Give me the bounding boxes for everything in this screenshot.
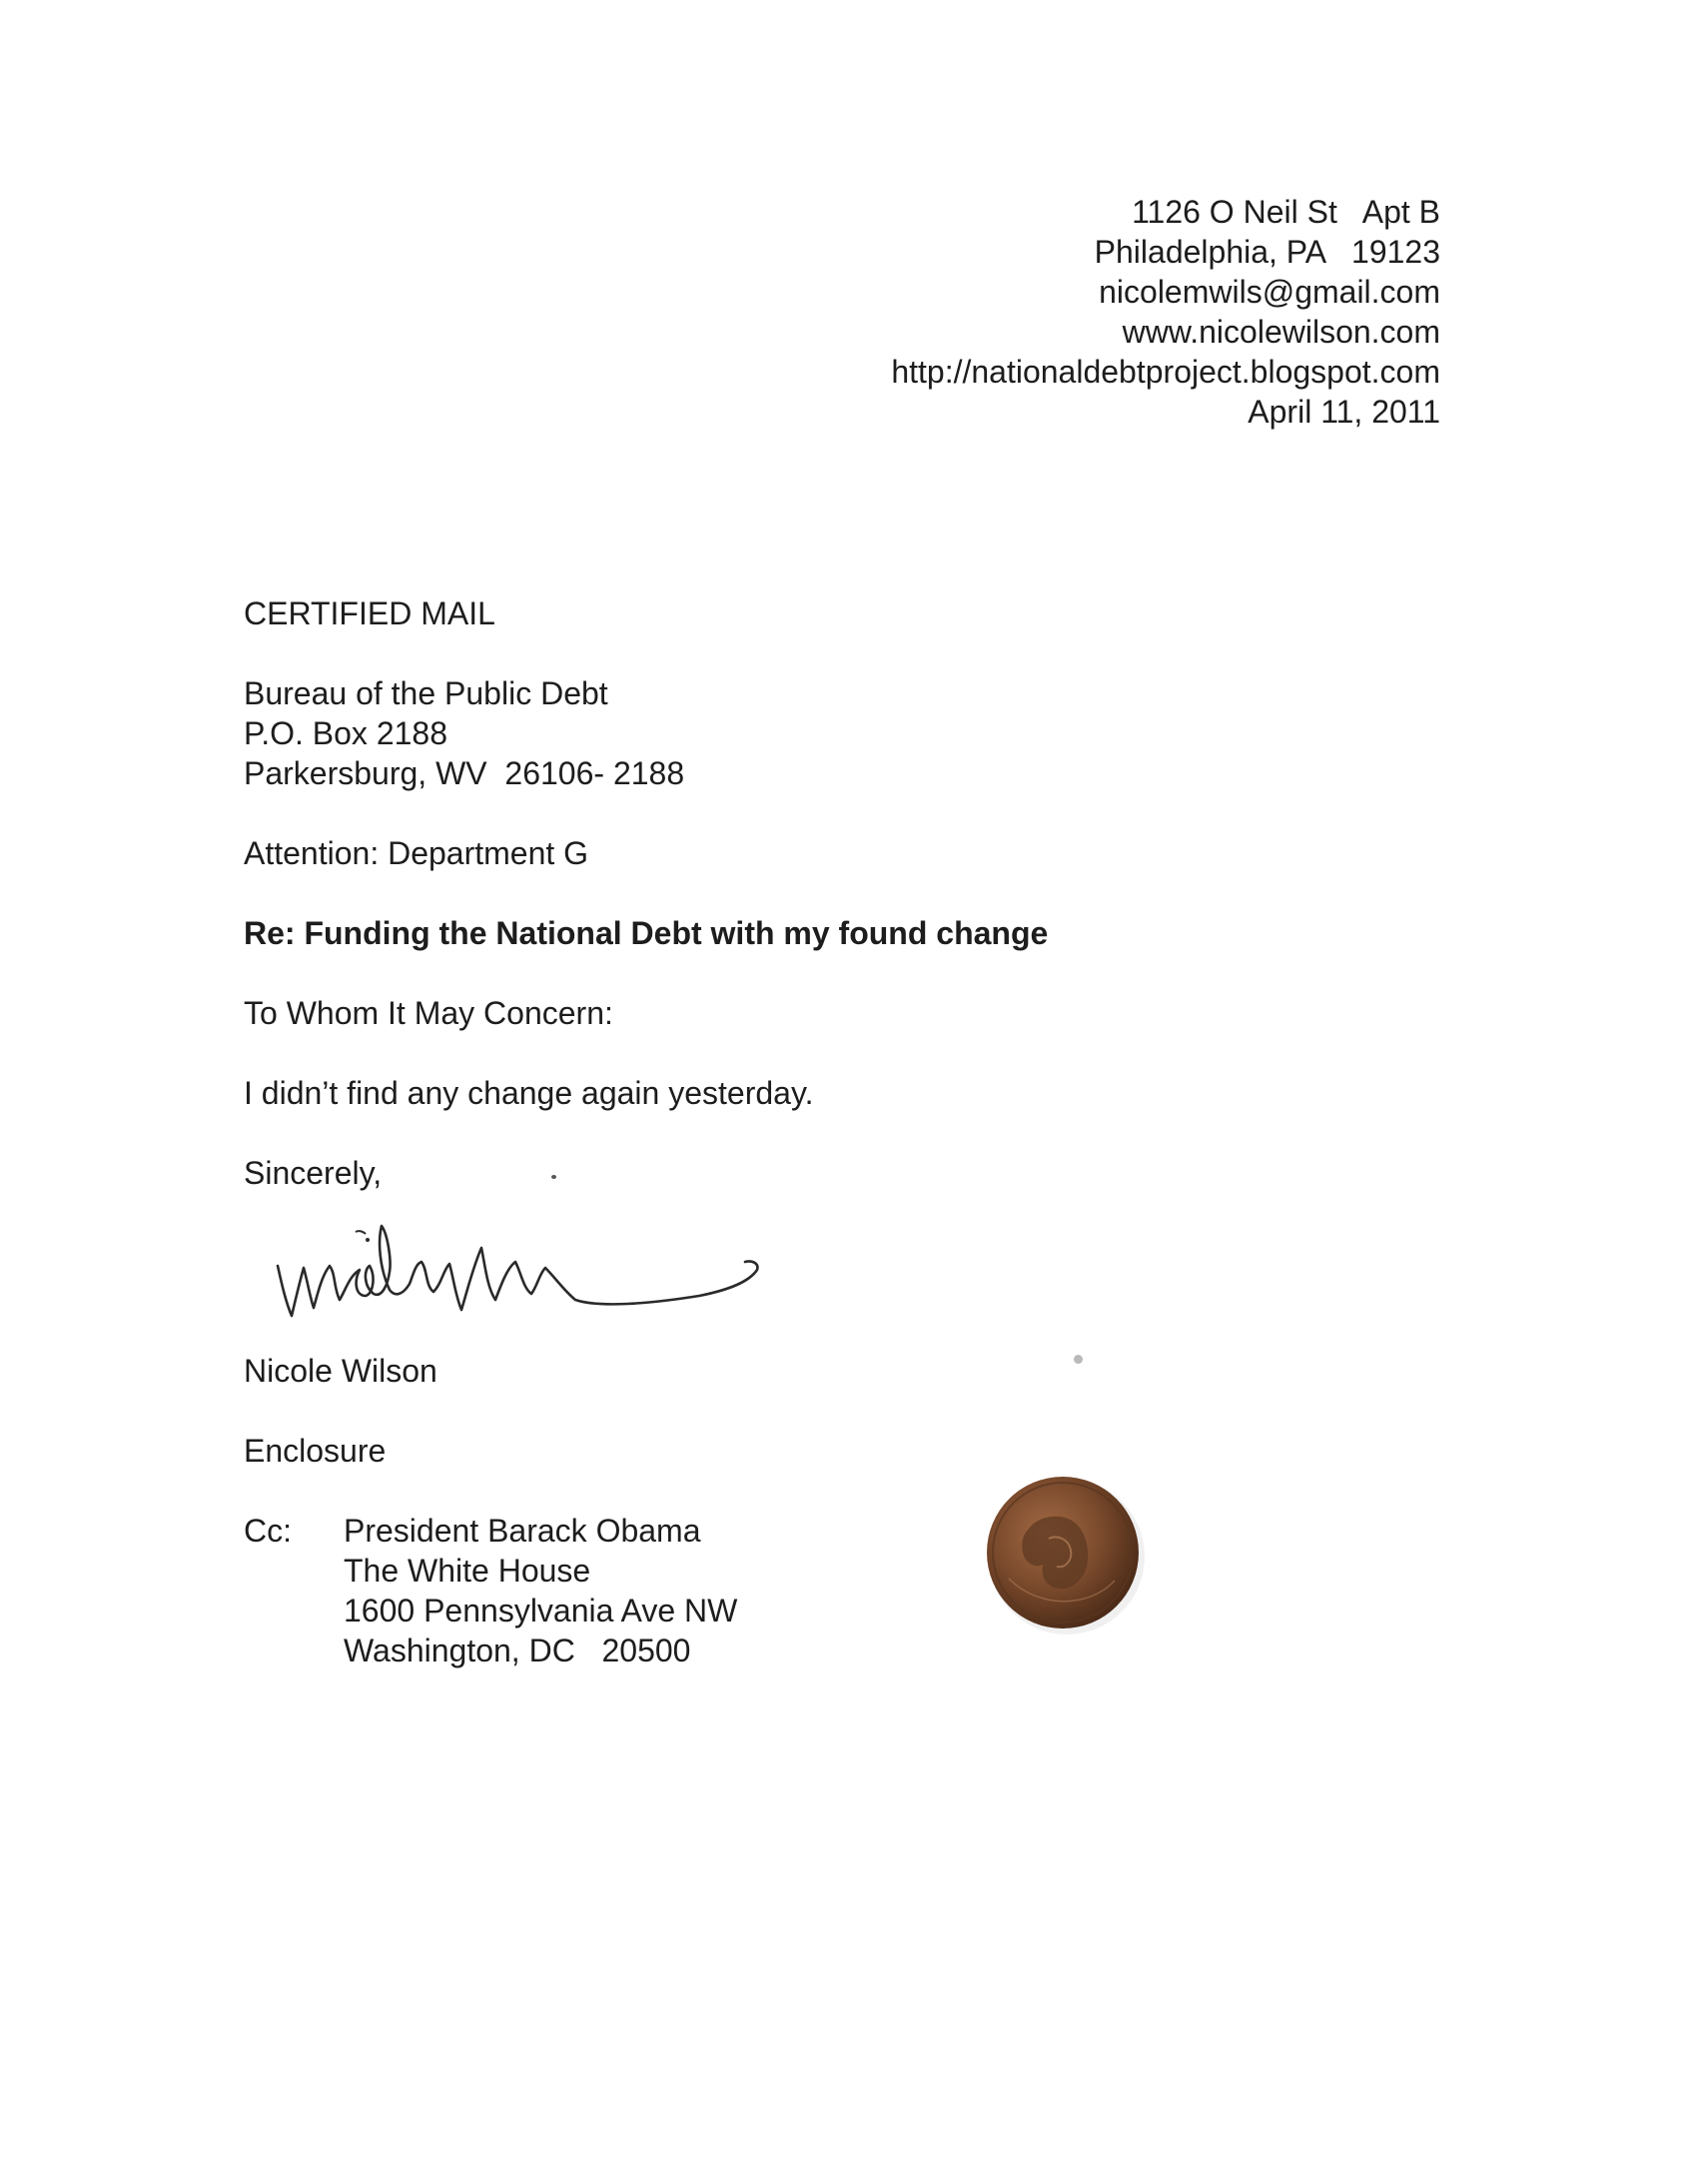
sender-blog: http://nationaldebtproject.blogspot.com <box>891 354 1440 390</box>
letter-date: April 11, 2011 <box>1248 394 1440 430</box>
recipient-city: Parkersburg, WV 26106- 2188 <box>244 755 685 791</box>
sender-street: 1126 O Neil St Apt B <box>1132 194 1440 230</box>
scan-speck <box>1074 1355 1083 1364</box>
salutation: To Whom It May Concern: <box>244 995 613 1031</box>
sender-city: Philadelphia, PA 19123 <box>1094 234 1440 270</box>
subject-line: Re: Funding the National Debt with my found change <box>244 915 1049 951</box>
cc-address-block <box>344 1511 737 1670</box>
recipient-po-box: P.O. Box 2188 <box>244 715 447 751</box>
handwritten-signature <box>270 1204 909 1334</box>
cc-recipient-org: The White House <box>344 1553 591 1589</box>
attention-line: Attention: Department G <box>244 835 589 871</box>
enclosure-note: Enclosure <box>244 1433 387 1469</box>
scan-speck <box>551 1175 556 1179</box>
cc-recipient-city: Washington, DC 20500 <box>344 1633 691 1668</box>
sender-email: nicolemwils@gmail.com <box>1099 274 1440 310</box>
cc-recipient-name: President Barack Obama <box>344 1513 701 1549</box>
certified-mail-label: CERTIFIED MAIL <box>244 595 495 631</box>
cc-recipient-street: 1600 Pennsylvania Ave NW <box>344 1593 738 1629</box>
sender-website: www.nicolewilson.com <box>1122 314 1440 350</box>
recipient-address-block <box>244 673 684 793</box>
letter-body: I didn’t find any change again yesterday. <box>244 1075 814 1111</box>
sender-address-block <box>891 192 1440 432</box>
closing: Sincerely, <box>244 1155 383 1191</box>
penny-coin-image <box>979 1469 1149 1638</box>
cc-label: Cc: <box>244 1513 292 1549</box>
signer-name: Nicole Wilson <box>244 1353 437 1389</box>
recipient-name: Bureau of the Public Debt <box>244 675 608 711</box>
